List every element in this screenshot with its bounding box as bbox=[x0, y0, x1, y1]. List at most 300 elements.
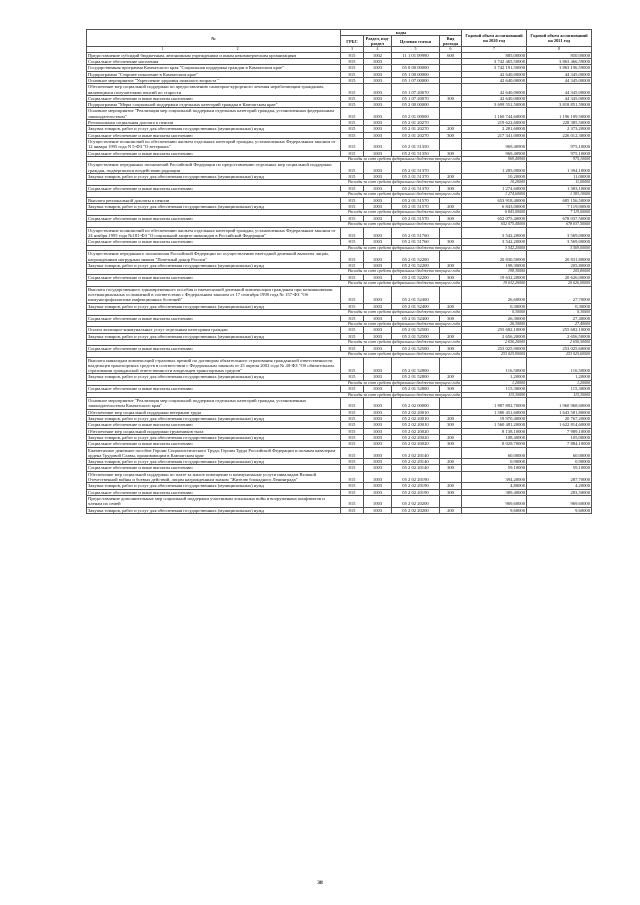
header-grbs: ГРБС bbox=[341, 36, 364, 47]
target-article-code: 05 2 01 00000 bbox=[392, 108, 440, 120]
expense-type-code: 300 bbox=[440, 422, 462, 428]
row-name: Выплата региональной доплаты к пенсии bbox=[87, 197, 341, 203]
amount-2021: 3 569,00000 bbox=[527, 239, 592, 245]
amount-2021: 850,00000 bbox=[527, 52, 592, 58]
amount-2021: 27,40000 bbox=[527, 321, 592, 327]
amount-2021: 59,10000 bbox=[527, 465, 592, 471]
target-article-code: 05 2 01 51370 bbox=[392, 174, 440, 180]
grbs-code: 815 bbox=[341, 434, 364, 440]
row-name: Социальное обеспечение и иные выплаты населению bbox=[87, 441, 341, 447]
expense-type-code: 300 bbox=[440, 386, 462, 392]
amount-2020: 26,30000 bbox=[462, 321, 527, 327]
row-name: Расходы за счет средств федерального бюджета текущего года bbox=[87, 351, 462, 357]
target-article-code: 05 2 02 20020 bbox=[392, 434, 440, 440]
expense-type-code: 300 bbox=[440, 216, 462, 222]
amount-2021: 7 989,10000 bbox=[527, 428, 592, 434]
razdel-code: 1003 bbox=[364, 150, 392, 156]
grbs-code: 815 bbox=[341, 357, 364, 374]
target-article-code: 05 2 02 20140 bbox=[392, 459, 440, 465]
target-article-code: 05 2 01 52500 bbox=[392, 333, 440, 339]
amount-2021: 44 345,00000 bbox=[527, 84, 592, 96]
target-article-code: 05 1 07 20070 bbox=[392, 95, 440, 101]
amount-2021: 685 156,50000 bbox=[527, 197, 592, 203]
row-name: Обеспечение мер социальной поддержки тружеников тыла bbox=[87, 428, 341, 434]
expense-type-code: 200 bbox=[440, 174, 462, 180]
expense-type-code: 200 bbox=[440, 416, 462, 422]
target-article-code: 05 2 01 52400 bbox=[392, 286, 440, 303]
row-name: Осуществление переданных полномочий Российской Федерации по предоставлению отдельных мер социальной поддержки граждан, подвергшихся воздействию радиации bbox=[87, 162, 341, 174]
grbs-code: 815 bbox=[341, 465, 364, 471]
razdel-code: 1003 bbox=[364, 216, 392, 222]
amount-2020: 4,80000 bbox=[462, 483, 527, 489]
target-article-code: 05 2 02 20190 bbox=[392, 471, 440, 483]
table-row bbox=[87, 227, 592, 239]
razdel-code: 1003 bbox=[364, 416, 392, 422]
amount-2020: 198,30000 bbox=[462, 262, 527, 268]
amount-2020: 26,30000 bbox=[462, 315, 527, 321]
razdel-code: 1003 bbox=[364, 428, 392, 434]
row-name: Социальное обеспечение и иные выплаты населению bbox=[87, 150, 341, 156]
grbs-code: 815 bbox=[341, 274, 364, 280]
razdel-code: 1003 bbox=[364, 459, 392, 465]
target-article-code: 05 2 02 20020 bbox=[392, 441, 440, 447]
razdel-code: 1003 bbox=[364, 251, 392, 263]
amount-2021: 3 818 851,59000 bbox=[527, 102, 592, 108]
row-name: Расходы за счет средств федерального бюджета текущего года bbox=[87, 269, 462, 275]
target-article-code: 05 2 02 20200 bbox=[392, 507, 440, 513]
target-article-code: 05 2 01 51370 bbox=[392, 185, 440, 191]
amount-2020: 394,20000 bbox=[462, 471, 527, 483]
razdel-code: 1003 bbox=[364, 315, 392, 321]
target-article-code: 05 2 01 51350 bbox=[392, 150, 440, 156]
amount-2020: 0,30000 bbox=[462, 309, 527, 315]
expense-type-code: 200 bbox=[440, 126, 462, 132]
expense-type-code bbox=[440, 227, 462, 239]
razdel-code: 1003 bbox=[364, 65, 392, 71]
row-name: Закупка товаров, работ и услуг для обеспечения государственных (муниципальных) нужд bbox=[87, 174, 341, 180]
grbs-code: 815 bbox=[341, 216, 364, 222]
grbs-code: 815 bbox=[341, 483, 364, 489]
grbs-code: 815 bbox=[341, 303, 364, 309]
expense-type-code: 300 bbox=[440, 489, 462, 495]
amount-2020: 1 285,00000 bbox=[462, 162, 527, 174]
amount-2020: 20 830,50000 bbox=[462, 251, 527, 263]
amount-2020: 10,20000 bbox=[462, 180, 527, 186]
budget-table bbox=[86, 29, 592, 514]
row-name: Расходы за счет средств федерального бюджета текущего года bbox=[87, 210, 462, 216]
row-name: Закупка товаров, работ и услуг для обеспечения государственных (муниципальных) нужд bbox=[87, 126, 341, 132]
expense-type-code bbox=[440, 251, 462, 263]
grbs-code: 815 bbox=[341, 333, 364, 339]
razdel-code: 1003 bbox=[364, 441, 392, 447]
amount-2021: 283,50000 bbox=[527, 489, 592, 495]
header-csr: Целевая статья bbox=[392, 36, 440, 47]
amount-2020: 0,90000 bbox=[462, 459, 527, 465]
amount-2021: 105,00000 bbox=[527, 434, 592, 440]
expense-type-code bbox=[440, 398, 462, 410]
target-article-code: 05 2 01 52800 bbox=[392, 386, 440, 392]
target-article-code: 05 2 01 52800 bbox=[392, 374, 440, 380]
grbs-code: 815 bbox=[341, 77, 364, 83]
row-name: Расходы за счет средств федерального бюджета текущего года bbox=[87, 321, 462, 327]
grbs-code: 815 bbox=[341, 227, 364, 239]
amount-2020: 42 640,00000 bbox=[462, 95, 527, 101]
amount-2021: 975,10000 bbox=[527, 150, 592, 156]
target-article-code: 11 1 01 09990 bbox=[392, 52, 440, 58]
amount-2021: 2 656,50000 bbox=[527, 340, 592, 346]
amount-2021: 20 767,20000 bbox=[527, 416, 592, 422]
amount-2020: 255 682,10000 bbox=[462, 327, 527, 333]
razdel-code: 1003 bbox=[364, 262, 392, 268]
column-number: 4 bbox=[364, 47, 392, 53]
amount-2021: 2 373,20000 bbox=[527, 126, 592, 132]
column-number: 1 2 bbox=[87, 47, 341, 53]
amount-2020: 389,40000 bbox=[462, 489, 527, 495]
grbs-code: 815 bbox=[341, 345, 364, 351]
grbs-code: 815 bbox=[341, 471, 364, 483]
table-row bbox=[87, 398, 592, 410]
amount-2021: 44 345,00000 bbox=[527, 95, 592, 101]
row-name: Осуществление полномочий по обеспечению жильем отдельных категорий граждан, установленных Федеральным законом от 12 января 1995 года N 5-ФЗ "О ветеранах" bbox=[87, 138, 341, 150]
amount-2020: 116,50000 bbox=[462, 357, 527, 374]
column-number: 7 bbox=[462, 47, 527, 53]
grbs-code: 815 bbox=[341, 489, 364, 495]
amount-2020: 1 580 451,60000 bbox=[462, 409, 527, 415]
grbs-code: 815 bbox=[341, 108, 364, 120]
expense-type-code: 300 bbox=[440, 465, 462, 471]
amount-2021: 9,60000 bbox=[527, 507, 592, 513]
table-row bbox=[87, 84, 592, 96]
razdel-code: 1003 bbox=[364, 386, 392, 392]
grbs-code: 815 bbox=[341, 374, 364, 380]
razdel-code: 1003 bbox=[364, 345, 392, 351]
razdel-code: 1003 bbox=[364, 239, 392, 245]
grbs-code: 815 bbox=[341, 138, 364, 150]
amount-2020: 3 699 551,50000 bbox=[462, 102, 527, 108]
grbs-code: 815 bbox=[341, 251, 364, 263]
amount-2021: 27,40000 bbox=[527, 315, 592, 321]
row-name: Расходы за счет средств федерального бюджета текущего года bbox=[87, 156, 462, 162]
row-name: Социальное обеспечение и иные выплаты населению bbox=[87, 185, 341, 191]
row-name: Закупка товаров, работ и услуг для обеспечения государственных (муниципальных) нужд bbox=[87, 374, 341, 380]
target-article-code: 05 2 01 51570 bbox=[392, 204, 440, 210]
expense-type-code: 200 bbox=[440, 374, 462, 380]
row-name: Социальное обеспечение и иные выплаты населению bbox=[87, 95, 341, 101]
razdel-code: 1003 bbox=[364, 374, 392, 380]
expense-type-code bbox=[440, 108, 462, 120]
expense-type-code bbox=[440, 286, 462, 303]
column-number: 3 bbox=[341, 47, 364, 53]
row-name: Выплата государственного единовременного пособия и ежемесячной денежной компенсации гражданам при возникновении поствакцинальных осложнений в соответствии с Федеральным законом от 17 сентября 1998 года № 157-ФЗ "Об иммунопрофилактике инфекционных болезней" bbox=[87, 286, 341, 303]
grbs-code: 815 bbox=[341, 197, 364, 203]
amount-2021: 1,20000 bbox=[527, 380, 592, 386]
row-name: Предоставление дополнительных мер социальной поддержки участникам локальных войн и вооруженных конфликтов и членам их семей bbox=[87, 495, 341, 507]
target-article-code: 05 2 01 52800 bbox=[392, 357, 440, 374]
row-name: Обеспечение мер социальной поддержки ветеранов труда bbox=[87, 409, 341, 415]
expense-type-code bbox=[440, 447, 462, 459]
razdel-code: 1003 bbox=[364, 132, 392, 138]
amount-2021: 1 383,10000 bbox=[527, 185, 592, 191]
amount-2021: 205,80000 bbox=[527, 269, 592, 275]
amount-2020: 3 542,20000 bbox=[462, 239, 527, 245]
amount-2021: 11,00000 bbox=[527, 180, 592, 186]
amount-2020: 1 887 892,70000 bbox=[462, 398, 527, 410]
row-name: Закупка товаров, работ и услуг для обеспечения государственных (муниципальных) нужд bbox=[87, 204, 341, 210]
row-name: Расходы за счет средств федерального бюджета текущего года bbox=[87, 180, 462, 186]
expense-type-code: 200 bbox=[440, 262, 462, 268]
row-name: Социальное обеспечение и иные выплаты населению bbox=[87, 489, 341, 495]
amount-2021: 44 345,00000 bbox=[527, 77, 592, 83]
expense-type-code: 200 bbox=[440, 204, 462, 210]
amount-2020: 59,10000 bbox=[462, 465, 527, 471]
amount-2021: 975,10000 bbox=[527, 138, 592, 150]
target-article-code: 05 2 01 52200 bbox=[392, 262, 440, 268]
razdel-code: 1003 bbox=[364, 422, 392, 428]
razdel-code: 1003 bbox=[364, 398, 392, 410]
column-number: 5 bbox=[392, 47, 440, 53]
grbs-code: 815 bbox=[341, 95, 364, 101]
amount-2021: 116,50000 bbox=[527, 357, 592, 374]
amount-2021: 1 622 814,60000 bbox=[527, 422, 592, 428]
expense-type-code: 300 bbox=[440, 95, 462, 101]
amount-2020: 253 025,90000 bbox=[462, 351, 527, 357]
grbs-code: 815 bbox=[341, 59, 364, 65]
table-row bbox=[87, 138, 592, 150]
amount-2020: 9,60000 bbox=[462, 507, 527, 513]
amount-2020: 198,30000 bbox=[462, 269, 527, 275]
row-name: Расходы за счет средств федерального бюджета текущего года bbox=[87, 340, 462, 346]
grbs-code: 815 bbox=[341, 150, 364, 156]
amount-2020: 652 075,40000 bbox=[462, 222, 527, 228]
target-article-code: 05 2 02 20190 bbox=[392, 483, 440, 489]
header-2020: Годовой объем ассигнований на 2020 год bbox=[462, 30, 527, 47]
grbs-code: 815 bbox=[341, 126, 364, 132]
razdel-code: 1003 bbox=[364, 471, 392, 483]
razdel-code: 1003 bbox=[364, 489, 392, 495]
amount-2020: 2 281,60000 bbox=[462, 126, 527, 132]
amount-2020: 217 341,00000 bbox=[462, 132, 527, 138]
expense-type-code: 300 bbox=[440, 150, 462, 156]
expense-type-code: 300 bbox=[440, 185, 462, 191]
target-article-code: 05 2 01 52400 bbox=[392, 303, 440, 309]
amount-2021: 20 626,00000 bbox=[527, 281, 592, 287]
razdel-code: 1002 bbox=[364, 52, 392, 58]
grbs-code: 815 bbox=[341, 162, 364, 174]
amount-2021: 253 025,60000 bbox=[527, 351, 592, 357]
table-row bbox=[87, 471, 592, 483]
amount-2020: 0,30000 bbox=[462, 303, 527, 309]
razdel-code: 1003 bbox=[364, 126, 392, 132]
amount-2020: 42 640,00000 bbox=[462, 84, 527, 96]
amount-2020: 115,30000 bbox=[462, 392, 527, 398]
grbs-code: 815 bbox=[341, 422, 364, 428]
expense-type-code bbox=[440, 495, 462, 507]
amount-2021: 1 196 109,50000 bbox=[527, 108, 592, 120]
row-name: Оплата жилищно-коммунальных услуг отдельным категориям граждан bbox=[87, 327, 341, 333]
target-article-code: 05 2 01 51570 bbox=[392, 197, 440, 203]
header-razdel: Раздел, под-раздел bbox=[364, 36, 392, 47]
expense-type-code bbox=[440, 162, 462, 174]
table-row bbox=[87, 286, 592, 303]
header-vr: Вид расхода bbox=[440, 36, 462, 47]
amount-2021: 7 884,10000 bbox=[527, 441, 592, 447]
row-name: Основное мероприятие "Реализация мер социальной поддержки отдельных категорий граждан, установленных федеральным законодательством" bbox=[87, 108, 341, 120]
row-name: Подпрограмма "Меры социальной поддержки отдельных категорий граждан в Камчатском крае" bbox=[87, 102, 341, 108]
razdel-code: 1003 bbox=[364, 327, 392, 333]
target-article-code: 05 2 02 20010 bbox=[392, 416, 440, 422]
row-name: Социальное обеспечение и иные выплаты населению bbox=[87, 132, 341, 138]
amount-2020: 60,00000 bbox=[462, 447, 527, 459]
amount-2021: 255 682,10000 bbox=[527, 327, 592, 333]
amount-2021: 678 037,50000 bbox=[527, 216, 592, 222]
amount-2020: 1 160 744,60000 bbox=[462, 108, 527, 120]
row-name: Закупка товаров, работ и услуг для обеспечения государственных (муниципальных) нужд bbox=[87, 416, 341, 422]
row-name: Расходы за счет средств федерального бюджета текущего года bbox=[87, 192, 462, 198]
row-name: Расходы за счет средств федерального бюджета текущего года bbox=[87, 392, 462, 398]
target-article-code: 05 2 01 51370 bbox=[392, 162, 440, 174]
amount-2020: 6 843,00000 bbox=[462, 204, 527, 210]
grbs-code: 815 bbox=[341, 71, 364, 77]
row-name: Социальное обеспечение и иные выплаты населению bbox=[87, 315, 341, 321]
row-name: Предоставление субсидий бюджетным, автономным учреждениям и иным некоммерческим организациям bbox=[87, 52, 341, 58]
expense-type-code bbox=[440, 84, 462, 96]
row-name: Выплата инвалидам компенсаций страховых премий по договорам обязательного страхования гражданской ответственности владельцев транспортных средств в соответствии с Федеральным законом от 25 апреля 2002 года № 40-ФЗ "Об обязательном страховании гражданской ответственности владельцев транспортных средств" bbox=[87, 357, 341, 374]
expense-type-code: 200 bbox=[440, 483, 462, 489]
row-name: Закупка товаров, работ и услуг для обеспечения государственных (муниципальных) нужд bbox=[87, 303, 341, 309]
target-article-code: 05 2 02 20010 bbox=[392, 422, 440, 428]
expense-type-code: 200 bbox=[440, 333, 462, 339]
grbs-code: 815 bbox=[341, 52, 364, 58]
razdel-code: 1003 bbox=[364, 197, 392, 203]
amount-2020: 2 656,20000 bbox=[462, 340, 527, 346]
amount-2021: 0,90000 bbox=[527, 459, 592, 465]
row-name: Обеспечение мер социальной поддержки по предоставлению санаторно-курортного лечения неработающим гражданам, являющимся получателями пенсий по старости bbox=[87, 84, 341, 96]
grbs-code: 815 bbox=[341, 327, 364, 333]
target-article-code: 05 2 01 20270 bbox=[392, 132, 440, 138]
target-article-code: 05 2 02 20200 bbox=[392, 495, 440, 507]
amount-2020: 26,60000 bbox=[462, 286, 527, 303]
row-name: Основное мероприятие "Реализация мер социальной поддержки отдельных категорий граждан, установленных законодательством Камчатского края" bbox=[87, 398, 341, 410]
amount-2020: 3 542,20000 bbox=[462, 245, 527, 251]
amount-2021: 287,70000 bbox=[527, 471, 592, 483]
grbs-code: 815 bbox=[341, 428, 364, 434]
razdel-code: 1003 bbox=[364, 77, 392, 83]
amount-2020: 1,20000 bbox=[462, 380, 527, 386]
amount-2020: 19 970,40000 bbox=[462, 416, 527, 422]
amount-2020: 8 138,10000 bbox=[462, 428, 527, 434]
target-article-code: 05 2 01 20270 bbox=[392, 126, 440, 132]
column-number: 6 bbox=[440, 47, 462, 53]
target-article-code: 05 2 01 51760 bbox=[392, 239, 440, 245]
amount-2021: 1 960 968,60000 bbox=[527, 398, 592, 410]
row-name: Закупка товаров, работ и услуг для обеспечения государственных (муниципальных) нужд bbox=[87, 333, 341, 339]
grbs-code: 815 bbox=[341, 507, 364, 513]
razdel-code: 1003 bbox=[364, 495, 392, 507]
razdel-code: 1003 bbox=[364, 447, 392, 459]
target-article-code: 05 2 02 20140 bbox=[392, 447, 440, 459]
amount-2021: 0,30000 bbox=[527, 303, 592, 309]
expense-type-code: 200 bbox=[440, 303, 462, 309]
razdel-code: 1003 bbox=[364, 286, 392, 303]
grbs-code: 815 bbox=[341, 386, 364, 392]
grbs-code: 815 bbox=[341, 174, 364, 180]
amount-2021: 3 863 196,59000 bbox=[527, 65, 592, 71]
grbs-code: 815 bbox=[341, 416, 364, 422]
target-article-code: 05 2 01 51350 bbox=[392, 138, 440, 150]
grbs-code: 815 bbox=[341, 315, 364, 321]
amount-2021: 3 863 466,59000 bbox=[527, 59, 592, 65]
row-name: Региональная социальная доплата к пенсии bbox=[87, 120, 341, 126]
razdel-code: 1003 bbox=[364, 483, 392, 489]
razdel-code: 1003 bbox=[364, 333, 392, 339]
amount-2021: 1 643 581,80000 bbox=[527, 409, 592, 415]
row-name: Социальное обеспечение и иные выплаты населению bbox=[87, 216, 341, 222]
target-article-code: 05 1 07 00000 bbox=[392, 77, 440, 83]
grbs-code: 815 bbox=[341, 102, 364, 108]
amount-2021: 44 345,00000 bbox=[527, 71, 592, 77]
amount-2020: 253 025,90000 bbox=[462, 345, 527, 351]
expense-type-code: 300 bbox=[440, 345, 462, 351]
amount-2020: 115,30000 bbox=[462, 386, 527, 392]
razdel-code: 1003 bbox=[364, 465, 392, 471]
amount-2021: 678 037,50000 bbox=[527, 222, 592, 228]
table-row bbox=[87, 507, 592, 513]
amount-2020: 3 742 465,50000 bbox=[462, 59, 527, 65]
grbs-code: 815 bbox=[341, 262, 364, 268]
amount-2020: 6 843,00000 bbox=[462, 210, 527, 216]
razdel-code: 1003 bbox=[364, 162, 392, 174]
target-article-code: 05 0 00 00000 bbox=[392, 65, 440, 71]
amount-2020: 3 742 191,50000 bbox=[462, 65, 527, 71]
grbs-code: 815 bbox=[341, 459, 364, 465]
razdel-code: 1003 bbox=[364, 204, 392, 210]
amount-2021: 20 626,00000 bbox=[527, 274, 592, 280]
target-article-code: 05 2 01 52200 bbox=[392, 274, 440, 280]
amount-2021: 2 656,50000 bbox=[527, 333, 592, 339]
row-name: Государственная программа Камчатского края "Социальная поддержка граждан в Камчатском крае" bbox=[87, 65, 341, 71]
row-name: Основное мероприятие "Укрепление здоровья пожилого возраста " bbox=[87, 77, 341, 83]
razdel-code: 1003 bbox=[364, 174, 392, 180]
table-body bbox=[87, 52, 592, 513]
expense-type-code bbox=[440, 138, 462, 150]
row-name: Социальное обеспечение населения bbox=[87, 59, 341, 65]
razdel-code: 1003 bbox=[364, 102, 392, 108]
expense-type-code: 200 bbox=[440, 507, 462, 513]
row-name: Закупка товаров, работ и услуг для обеспечения государственных (муниципальных) нужд bbox=[87, 483, 341, 489]
expense-type-code: 600 bbox=[440, 52, 462, 58]
row-name: Социальное обеспечение и иные выплаты населению bbox=[87, 239, 341, 245]
amount-2020: 19 632,20000 bbox=[462, 281, 527, 287]
target-article-code: 05 2 02 20010 bbox=[392, 409, 440, 415]
target-article-code: 05 2 01 51570 bbox=[392, 216, 440, 222]
row-name: Расходы за счет средств федерального бюджета текущего года bbox=[87, 245, 462, 251]
table-row bbox=[87, 357, 592, 374]
grbs-code: 815 bbox=[341, 132, 364, 138]
expense-type-code: 300 bbox=[440, 315, 462, 321]
grbs-code: 815 bbox=[341, 447, 364, 459]
amount-2020: 42 640,00000 bbox=[462, 77, 527, 83]
row-name: Расходы за счет средств федерального бюджета текущего года bbox=[87, 380, 462, 386]
table-row bbox=[87, 162, 592, 174]
amount-2021: 226 012,30000 bbox=[527, 132, 592, 138]
amount-2021: 975,10000 bbox=[527, 156, 592, 162]
razdel-code: 1003 bbox=[364, 507, 392, 513]
grbs-code: 815 bbox=[341, 65, 364, 71]
amount-2021: 27,70000 bbox=[527, 286, 592, 303]
grbs-code: 815 bbox=[341, 185, 364, 191]
amount-2021: 1 394,10000 bbox=[527, 162, 592, 174]
amount-2021: 969,60000 bbox=[527, 495, 592, 507]
